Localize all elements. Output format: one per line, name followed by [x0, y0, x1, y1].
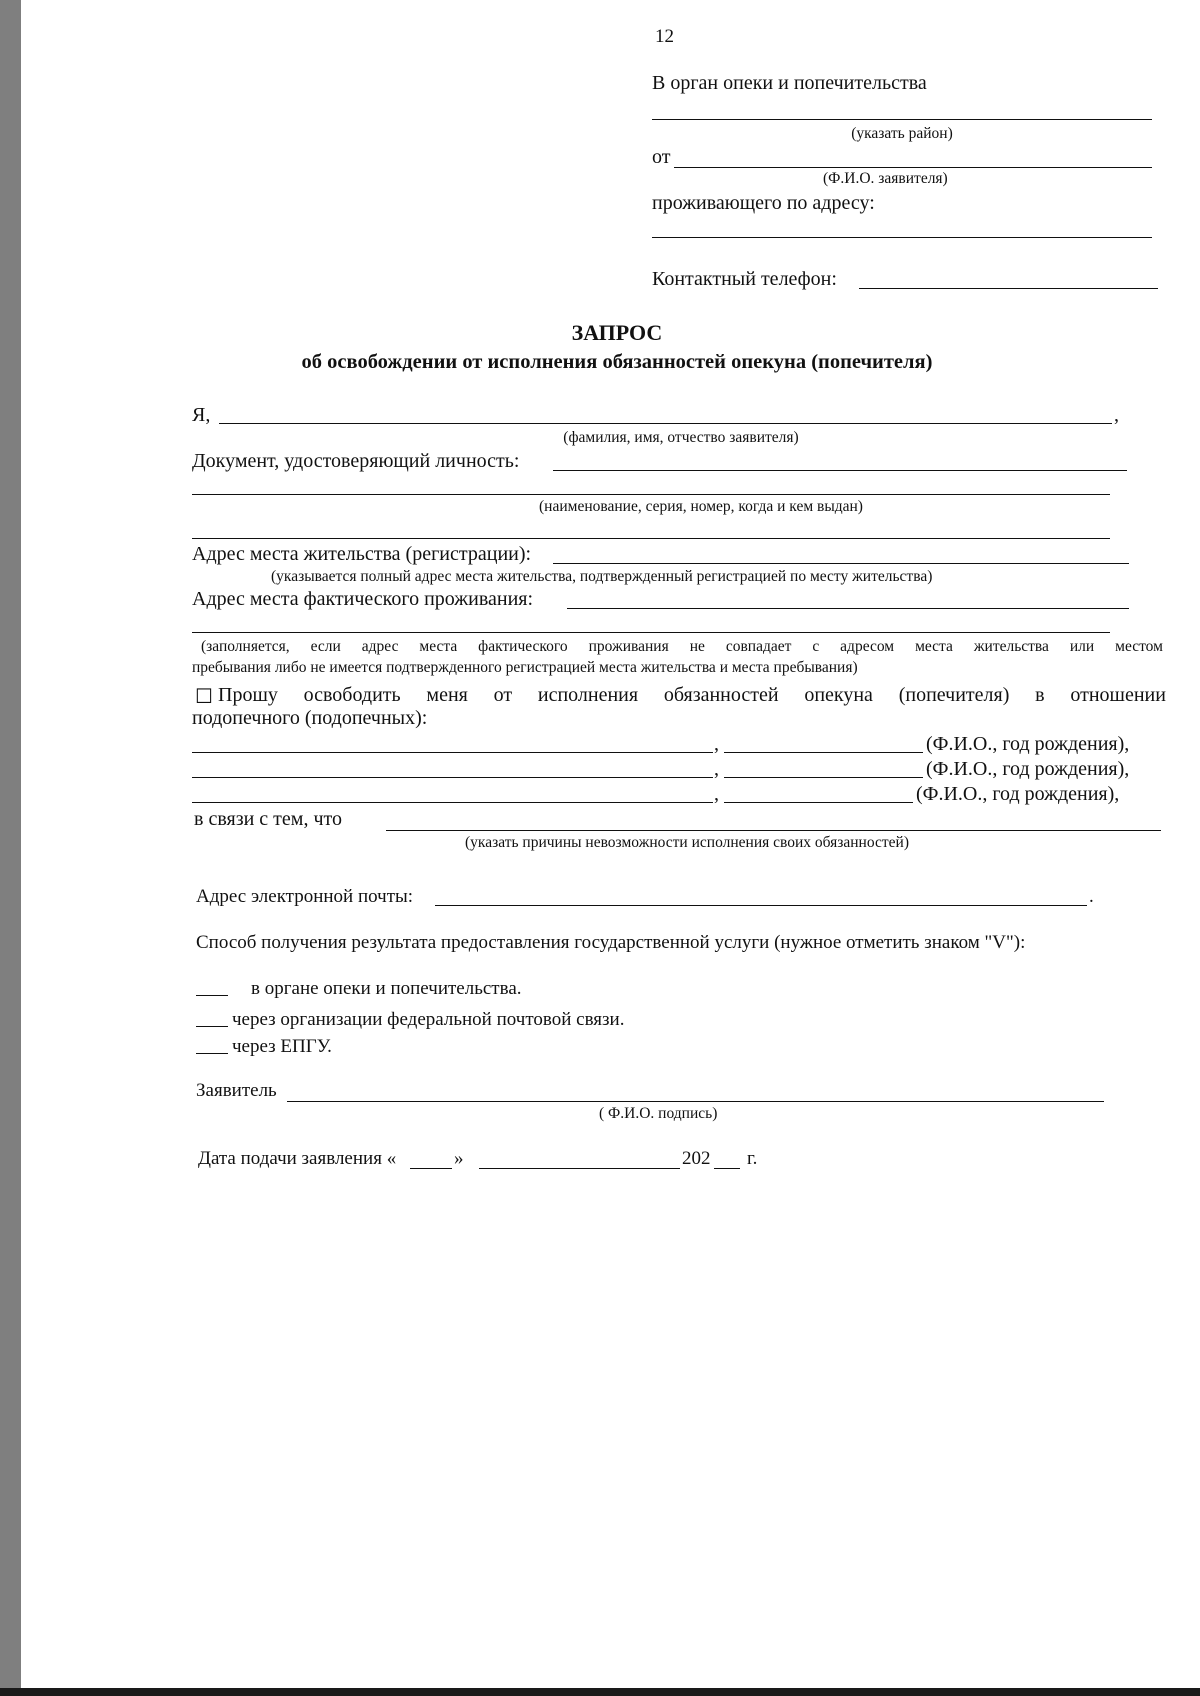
actual-address-line-1[interactable]: [567, 608, 1129, 609]
actual-address-label: Адрес места фактического проживания:: [192, 588, 534, 610]
email-line[interactable]: [435, 905, 1087, 906]
actual-address-line-2[interactable]: [192, 632, 1110, 633]
option-3-label: через ЕПГУ.: [232, 1036, 332, 1057]
reg-address-label: Адрес места жительства (регистрации):: [192, 543, 532, 565]
ward-1-year-line[interactable]: [724, 752, 923, 753]
id-document-label: Документ, удостоверяющий личность:: [192, 450, 520, 472]
delivery-method-label: Способ получения результата предоставления государственной услуги (нужное отметить знаком "V"):: [196, 932, 1026, 953]
id-document-line-3[interactable]: [192, 538, 1110, 539]
ward-3-name-line[interactable]: [192, 802, 713, 803]
actual-address-hint-line-2: пребывания либо не имеется подтвержденного регистрацией места жительства и места пребывания): [192, 659, 858, 676]
page-bottom-edge: [0, 1688, 1200, 1696]
page-number: 12: [655, 26, 674, 47]
ward-1-comma: ,: [714, 733, 719, 755]
id-document-hint: (наименование, серия, номер, когда и кем выдан): [539, 498, 863, 515]
document-page: [21, 0, 1200, 1688]
option-1-mark[interactable]: [196, 995, 228, 996]
ward-1-name-line[interactable]: [192, 752, 713, 753]
district-line[interactable]: [652, 119, 1152, 120]
ward-1-suffix: (Ф.И.О., год рождения),: [926, 733, 1130, 755]
ward-3-suffix: (Ф.И.О., год рождения),: [916, 783, 1120, 805]
applicant-name-line[interactable]: [674, 167, 1152, 168]
ward-3-year-line[interactable]: [724, 802, 913, 803]
request-checkbox[interactable]: ☐: [195, 686, 213, 708]
reg-address-line[interactable]: [553, 563, 1129, 564]
from-label: от: [652, 146, 671, 168]
id-document-line-1[interactable]: [553, 470, 1127, 471]
signature-line[interactable]: [287, 1101, 1104, 1102]
ward-2-year-line[interactable]: [724, 777, 923, 778]
applicant-label: Заявитель: [196, 1080, 277, 1101]
reason-label: в связи с тем, что: [194, 808, 342, 830]
request-text-line-1: Прошу освободить меня от исполнения обязанностей опекуна (попечителя) в отношении: [218, 684, 1166, 706]
ward-2-suffix: (Ф.И.О., год рождения),: [926, 758, 1130, 780]
phone-label: Контактный телефон:: [652, 268, 837, 290]
option-2-mark[interactable]: [196, 1026, 228, 1027]
year-prefix: 202: [682, 1148, 711, 1169]
date-year-line[interactable]: [714, 1168, 740, 1169]
document-subtitle: об освобождении от исполнения обязанностей опекуна (попечителя): [301, 351, 933, 373]
reason-hint: (указать причины невозможности исполнения своих обязанностей): [465, 834, 909, 851]
date-day-line[interactable]: [410, 1168, 452, 1169]
option-2-label: через организации федеральной почтовой связи.: [232, 1009, 625, 1030]
request-text-line-2: подопечного (подопечных):: [192, 707, 428, 729]
name-hint: (фамилия, имя, отчество заявителя): [563, 429, 799, 446]
applicant-hint: (Ф.И.О. заявителя): [823, 170, 948, 187]
email-label: Адрес электронной почты:: [196, 886, 414, 907]
date-label: Дата подачи заявления «: [198, 1148, 397, 1169]
ward-2-comma: ,: [714, 758, 719, 780]
reg-address-hint: (указывается полный адрес места жительства, подтвержденный регистрацией по месту жительства): [271, 568, 933, 585]
document-title: ЗАПРОС: [571, 320, 663, 345]
reason-line[interactable]: [386, 830, 1161, 831]
recipient-label: В орган опеки и попечительства: [652, 72, 927, 94]
phone-line[interactable]: [859, 288, 1158, 289]
id-document-line-2[interactable]: [192, 494, 1110, 495]
date-quote-close: »: [454, 1148, 464, 1169]
actual-address-hint-line-1: (заполняется, если адрес места фактического проживания не совпадает с адресом места жительства или местом: [201, 638, 1163, 655]
option-1-label: в органе опеки и попечительства.: [251, 978, 522, 999]
ward-3-comma: ,: [714, 783, 719, 805]
year-suffix: г.: [747, 1148, 758, 1169]
i-label: Я,: [192, 404, 211, 426]
applicant-fullname-line[interactable]: [219, 423, 1112, 424]
address-label: проживающего по адресу:: [652, 192, 875, 214]
address-line[interactable]: [652, 237, 1152, 238]
comma-mark: ,: [1114, 404, 1119, 426]
email-end: .: [1089, 886, 1094, 907]
ward-2-name-line[interactable]: [192, 777, 713, 778]
signature-hint: ( Ф.И.О. подпись): [599, 1105, 718, 1122]
date-month-line[interactable]: [479, 1168, 680, 1169]
option-3-mark[interactable]: [196, 1053, 228, 1054]
district-hint: (указать район): [851, 125, 953, 142]
